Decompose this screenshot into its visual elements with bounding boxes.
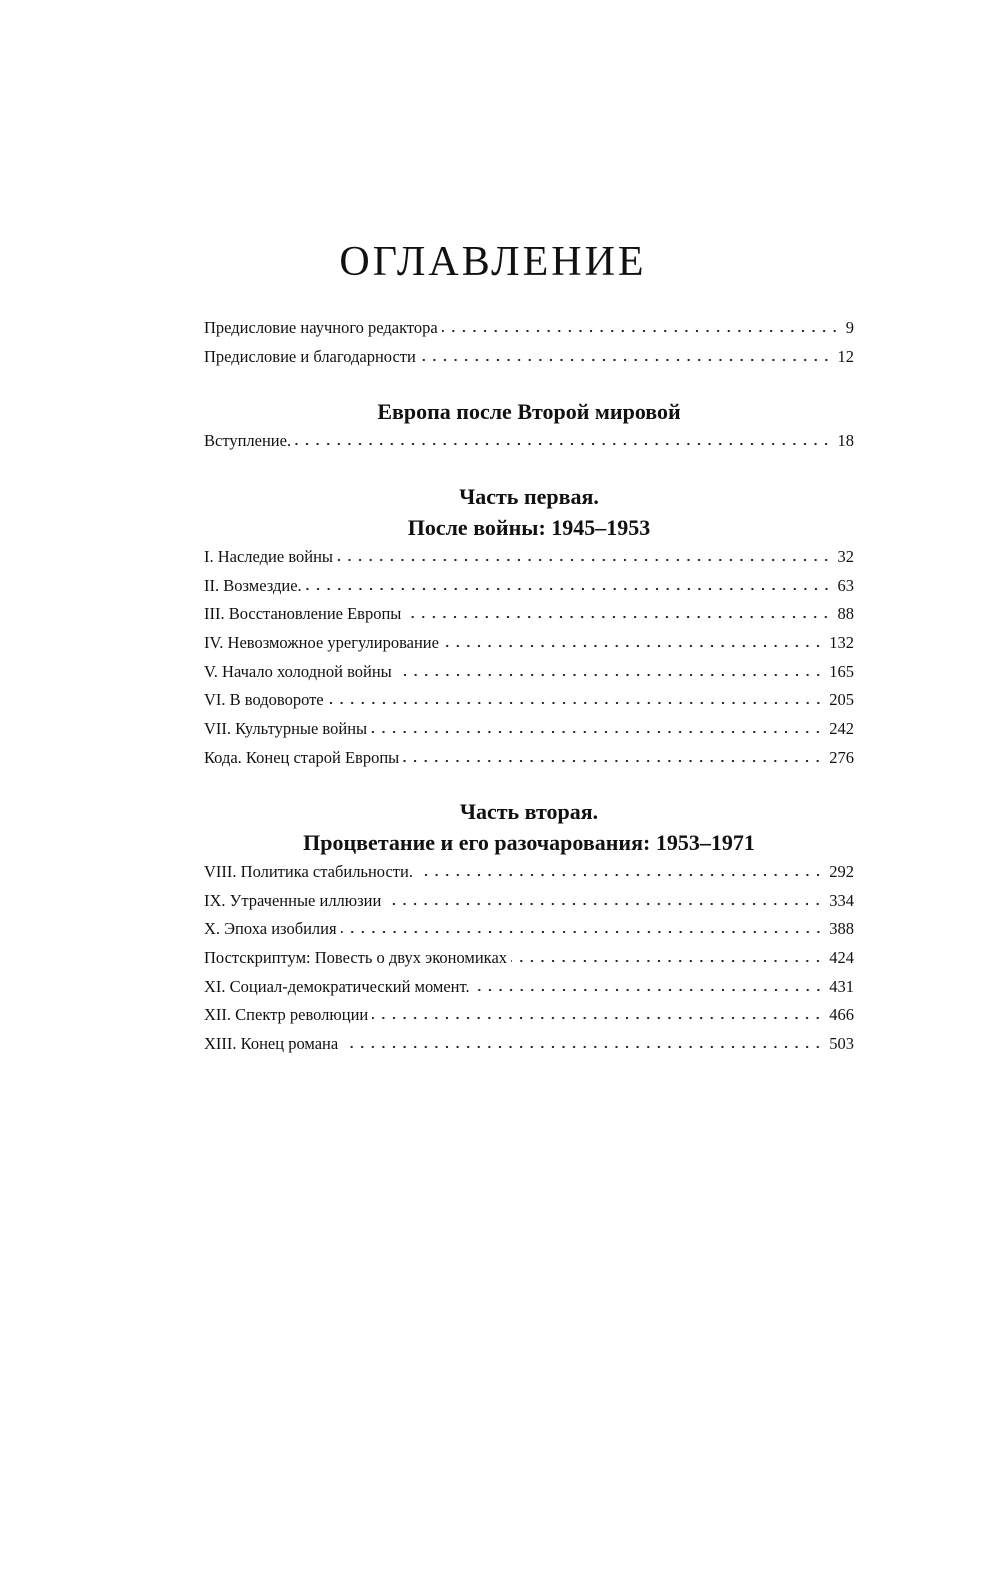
page-title: ОГЛАВЛЕНИЕ xyxy=(339,239,647,285)
toc-entry-label: I. Наследие войны xyxy=(204,547,333,566)
toc-entry-page: 63 xyxy=(837,575,854,595)
toc-entry[interactable] xyxy=(204,629,854,658)
section-heading: Европа после Второй мировой xyxy=(377,399,681,424)
part-heading: Часть вторая. xyxy=(459,799,599,824)
toc-entry-label: III. Восстановление Европы xyxy=(204,604,402,624)
toc-entry-page: 132 xyxy=(829,633,854,653)
toc-entry[interactable] xyxy=(204,543,854,572)
toc-entry-page: 276 xyxy=(829,747,854,767)
toc-entry[interactable] xyxy=(204,944,854,973)
toc-entry-page: 18 xyxy=(837,431,854,450)
toc-entry-page: 88 xyxy=(837,604,854,624)
dot-leader xyxy=(420,358,832,362)
toc-entry-label: Кода. Конец старой Европы xyxy=(204,747,400,767)
toc-entry-label: IV. Невозможное урегулирование xyxy=(204,633,439,653)
toc-entry-label: V. Начало холодной войны xyxy=(204,661,392,681)
toc-entry[interactable] xyxy=(204,1030,854,1059)
toc-entry[interactable] xyxy=(204,314,854,343)
toc-entry[interactable] xyxy=(204,343,854,372)
toc-entry[interactable] xyxy=(204,858,854,887)
toc-entry-label: IX. Утраченные иллюзии xyxy=(204,890,382,910)
toc-entry[interactable] xyxy=(204,572,854,601)
toc-entry-page: 424 xyxy=(829,948,854,968)
toc-entry[interactable] xyxy=(204,427,854,456)
toc-entry-page: 466 xyxy=(829,1005,854,1025)
toc-entry-label: Постскриптум: Повесть о двух экономиках xyxy=(204,948,508,968)
toc-entry-page: 503 xyxy=(829,1034,854,1054)
toc-entry-label: II. Возмездие. xyxy=(204,575,302,595)
dot-leader xyxy=(511,959,823,963)
dot-leader xyxy=(442,329,840,333)
toc-entry-label: Вступление. xyxy=(204,431,292,450)
toc-entry[interactable] xyxy=(204,973,854,1002)
dot-leader xyxy=(328,701,824,705)
section-europe xyxy=(204,396,854,456)
part-subheading: После войны: 1945–1953 xyxy=(407,515,651,540)
toc-entry-page: 12 xyxy=(837,346,854,366)
front-matter-list xyxy=(204,314,854,371)
dot-leader xyxy=(385,902,823,906)
toc-entry-label: VIII. Политика стабильности. xyxy=(204,862,413,881)
toc-entry-label: X. Эпоха изобилия xyxy=(204,919,337,939)
toc-entry-page: 388 xyxy=(829,919,854,939)
toc-entry[interactable] xyxy=(204,715,854,744)
toc-entry[interactable] xyxy=(204,744,854,773)
toc-entry-page: 292 xyxy=(829,862,854,881)
dot-leader xyxy=(417,873,823,877)
toc-entry-page: 334 xyxy=(829,890,854,910)
part-entries xyxy=(204,858,854,1059)
toc-entry[interactable] xyxy=(204,686,854,715)
toc-entry[interactable] xyxy=(204,600,854,629)
part-one xyxy=(204,481,854,773)
toc-entry-label: XII. Спектр революции xyxy=(204,1005,369,1025)
toc-entry-label: VI. В водовороте xyxy=(204,690,324,710)
toc-entry-page: 205 xyxy=(829,690,854,710)
toc-entry-page: 9 xyxy=(845,318,854,337)
toc-entry[interactable] xyxy=(204,658,854,687)
section-entries xyxy=(204,427,854,456)
dot-leader xyxy=(396,673,823,677)
dot-leader xyxy=(371,730,823,734)
toc-entry[interactable] xyxy=(204,887,854,916)
dot-leader xyxy=(342,1045,823,1049)
dot-leader xyxy=(341,930,824,934)
dot-leader xyxy=(306,587,832,591)
dot-leader xyxy=(337,558,832,562)
dot-leader xyxy=(372,1016,823,1020)
toc-entry[interactable] xyxy=(204,1001,854,1030)
toc-entry-page: 32 xyxy=(837,547,854,566)
dot-leader xyxy=(474,988,824,992)
toc-entry-label: XI. Социал-демократический момент. xyxy=(204,976,470,996)
dot-leader xyxy=(403,759,823,763)
toc-entry-page: 242 xyxy=(829,719,854,739)
part-entries xyxy=(204,543,854,773)
toc-entry-label: XIII. Конец романа xyxy=(204,1034,339,1054)
part-heading: Часть первая. xyxy=(459,484,599,509)
dot-leader xyxy=(443,644,823,648)
toc-entry-page: 431 xyxy=(829,976,854,996)
part-subheading: Процветание и его разочарования: 1953–1971 xyxy=(303,830,755,855)
dot-leader xyxy=(405,615,831,619)
toc-entry[interactable] xyxy=(204,915,854,944)
dot-leader xyxy=(295,442,831,446)
part-two xyxy=(204,796,854,1059)
toc-entry-label: VII. Культурные войны xyxy=(204,719,368,739)
toc-entry-page: 165 xyxy=(829,661,854,681)
toc-entry-label: Предисловие и благодарности xyxy=(204,346,416,366)
toc-entry-label: Предисловие научного редактора xyxy=(204,318,438,337)
